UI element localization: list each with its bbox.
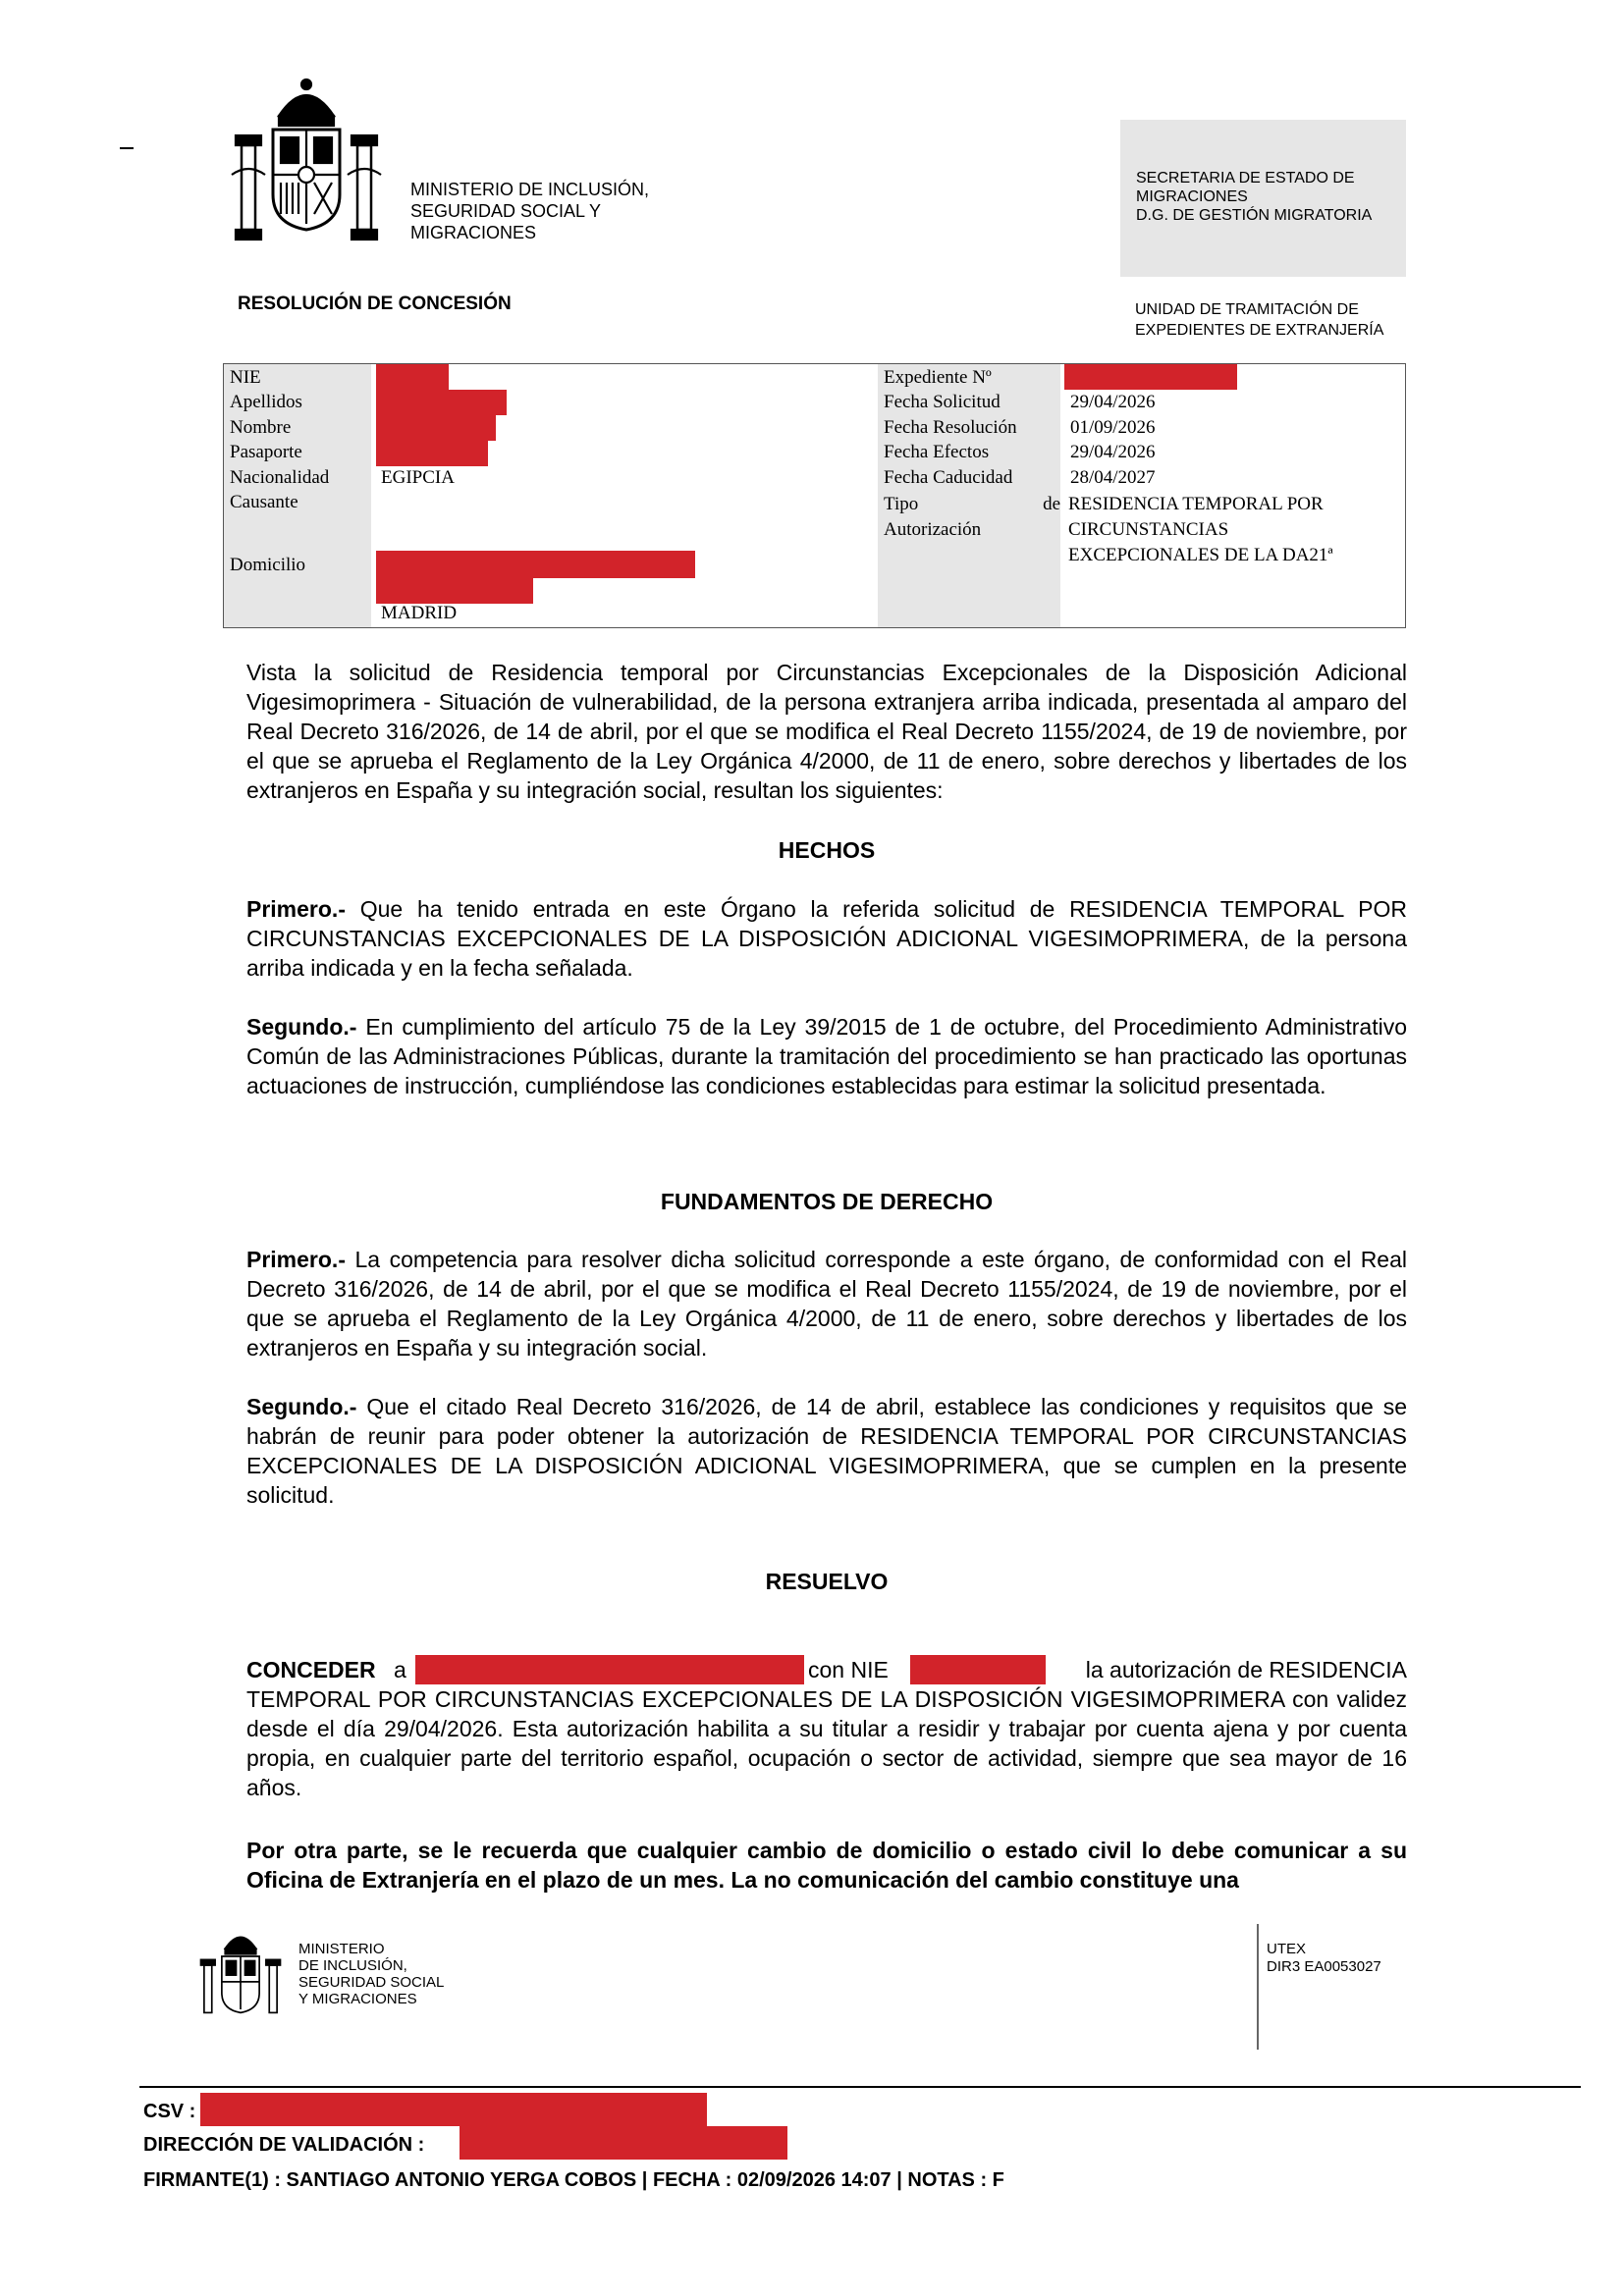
resuelvo-heading: RESUELVO <box>765 1569 889 1594</box>
redacted-expediente <box>1064 364 1237 390</box>
footer-coat-of-arms-logo <box>196 1926 285 2022</box>
label-fecha-resolucion: Fecha Resolución <box>884 417 1017 438</box>
hechos-heading: HECHOS <box>778 837 876 863</box>
label-fecha-efectos: Fecha Efectos <box>884 442 990 462</box>
redacted-apellidos <box>376 390 507 415</box>
margin-mark <box>120 147 134 149</box>
label-nacionalidad: Nacionalidad <box>230 467 330 488</box>
hechos-primero: Primero.- Que ha tenido entrada en este Órgano la referida solicitud de RESIDENCIA TEMPORAL POR CIRCUNSTANCIAS EXCEPCIONALES DE LA DISPOSICIÓN ADICIONAL VIGESIMOPRIMERA, de la persona arriba indicada y en la fecha señalada. <box>246 896 1407 981</box>
value-fecha-resolucion: 01/09/2026 <box>1070 417 1156 438</box>
info-table <box>223 363 1406 628</box>
aviso-paragraph: Por otra parte, se le recuerda que cualquier cambio de domicilio o estado civil lo debe comunicar a su Oficina de Extranjería en el plazo de un mes. La no comunicación del cambio constituye una <box>246 1838 1407 1893</box>
ministry-name: MINISTERIO DE INCLUSIÓN, SEGURIDAD SOCIAL Y MIGRACIONES <box>410 180 650 242</box>
footer-divider <box>1257 1924 1259 2050</box>
unidad-tramitacion: UNIDAD DE TRAMITACIÓN DE EXPEDIENTES DE EXTRANJERÍA <box>1135 301 1384 339</box>
firmante-line: FIRMANTE(1) : SANTIAGO ANTONIO YERGA COBOS | FECHA : 02/09/2026 14:07 | NOTAS : F <box>143 2169 1004 2191</box>
footer-utex: UTEX DIR3 EA0053027 <box>1267 1941 1381 1975</box>
redacted-nombre-completo <box>415 1655 804 1684</box>
label-domicilio: Domicilio <box>230 555 306 575</box>
redacted-nombre <box>376 415 496 441</box>
fundamentos-heading: FUNDAMENTOS DE DERECHO <box>660 1189 994 1214</box>
footer-ministry: MINISTERIO DE INCLUSIÓN, SEGURIDAD SOCIAL Y MIGRACIONES <box>298 1941 445 2007</box>
redacted-direccion-validacion <box>460 2126 787 2160</box>
label-nombre: Nombre <box>230 417 292 438</box>
label-tipo-autorizacion: Tipo de Autorización <box>884 494 1060 540</box>
conceder-first-line: CONCEDER a con NIE la autorización de RESIDENCIA <box>246 1657 1407 1682</box>
document-title: RESOLUCIÓN DE CONCESIÓN <box>238 294 512 314</box>
redacted-domicilio-2 <box>376 578 533 604</box>
fundamentos-primero: Primero.- La competencia para resolver dicha solicitud corresponde a este órgano, de conformidad con el Real Decreto 316/2026, de 14 de abril, por el que se modifica el Real Decreto 1155/2024, de 19 de noviembre, por el que se aprueba el Reglamento de la Ley Orgánica 4/2000, de 11 de enero, sobre derechos y libertades de los extranjeros en España y su integración social. <box>246 1247 1407 1361</box>
redacted-nie <box>376 364 449 390</box>
label-expediente: Expediente Nº <box>884 367 992 388</box>
conceder-paragraph: TEMPORAL POR CIRCUNSTANCIAS EXCEPCIONALES DE LA DISPOSICIÓN VIGESIMOPRIMERA con validez desde el día 29/04/2026. Esta autorización habilita a su titular a residir y trabajar por cuenta ajena y por cuenta propia, en cualquier parte del territorio español, ocupación o sector de actividad, siempre que sea mayor de 16 años. <box>246 1686 1407 1800</box>
value-ciudad: MADRID <box>381 603 458 623</box>
label-nie: NIE <box>230 367 261 388</box>
value-fecha-solicitud: 29/04/2026 <box>1070 392 1156 412</box>
value-fecha-caducidad: 28/04/2027 <box>1070 467 1156 488</box>
redacted-pasaporte <box>376 441 488 466</box>
value-fecha-efectos: 29/04/2026 <box>1070 442 1156 462</box>
fundamentos-segundo: Segundo.- Que el citado Real Decreto 316/2026, de 14 de abril, establece las condiciones y requisitos que se habrán de reunir para poder obtener la autorización de RESIDENCIA TEMPORAL POR CIRCUNSTANCIAS EXCEPCIONALES DE LA DISPOSICIÓN ADICIONAL VIGESIMOPRIMERA, que se cumplen en la presente solicitud. <box>246 1394 1407 1508</box>
hechos-segundo: Segundo.- En cumplimiento del artículo 75 de la Ley 39/2015 de 1 de octubre, del Procedimiento Administrativo Común de las Administraciones Públicas, durante la tramitación del procedimiento se han practicado las oportunas actuaciones de instrucción, cumpliéndose las condiciones establecidas para estimar la solicitud presentada. <box>246 1014 1407 1098</box>
redacted-domicilio-1 <box>376 551 695 578</box>
coat-of-arms-logo <box>228 77 385 245</box>
direccion-validacion-label: DIRECCIÓN DE VALIDACIÓN : <box>143 2134 425 2156</box>
redacted-csv <box>200 2093 707 2126</box>
label-pasaporte: Pasaporte <box>230 442 302 462</box>
value-tipo-autorizacion: RESIDENCIA TEMPORAL POR CIRCUNSTANCIAS EXCEPCIONALES DE LA DA21ª <box>1068 494 1333 565</box>
label-apellidos: Apellidos <box>230 392 302 412</box>
footer-rule <box>139 2086 1581 2088</box>
redacted-nie-inline <box>910 1655 1046 1684</box>
secretaria-box: SECRETARIA DE ESTADO DE MIGRACIONES D.G. DE GESTIÓN MIGRATORIA <box>1120 120 1406 277</box>
value-nacionalidad: EGIPCIA <box>381 467 455 488</box>
intro-paragraph: Vista la solicitud de Residencia temporal por Circunstancias Excepcionales de la Disposición Adicional Vigesimoprimera - Situación de vulnerabilidad, de la persona extranjera arriba indicada, presentada al amparo del Real Decreto 316/2026, de 14 de abril, por el que se modifica el Real Decreto 1155/2024, de 19 de noviembre, por el que se aprueba el Reglamento de la Ley Orgánica 4/2000, de 11 de enero, sobre derechos y libertades de los extranjeros en España y su integración social, resultan los siguientes: <box>246 660 1407 803</box>
label-fecha-solicitud: Fecha Solicitud <box>884 392 1001 412</box>
csv-label: CSV : <box>143 2101 196 2122</box>
label-fecha-caducidad: Fecha Caducidad <box>884 467 1013 488</box>
label-causante: Causante <box>230 492 298 512</box>
